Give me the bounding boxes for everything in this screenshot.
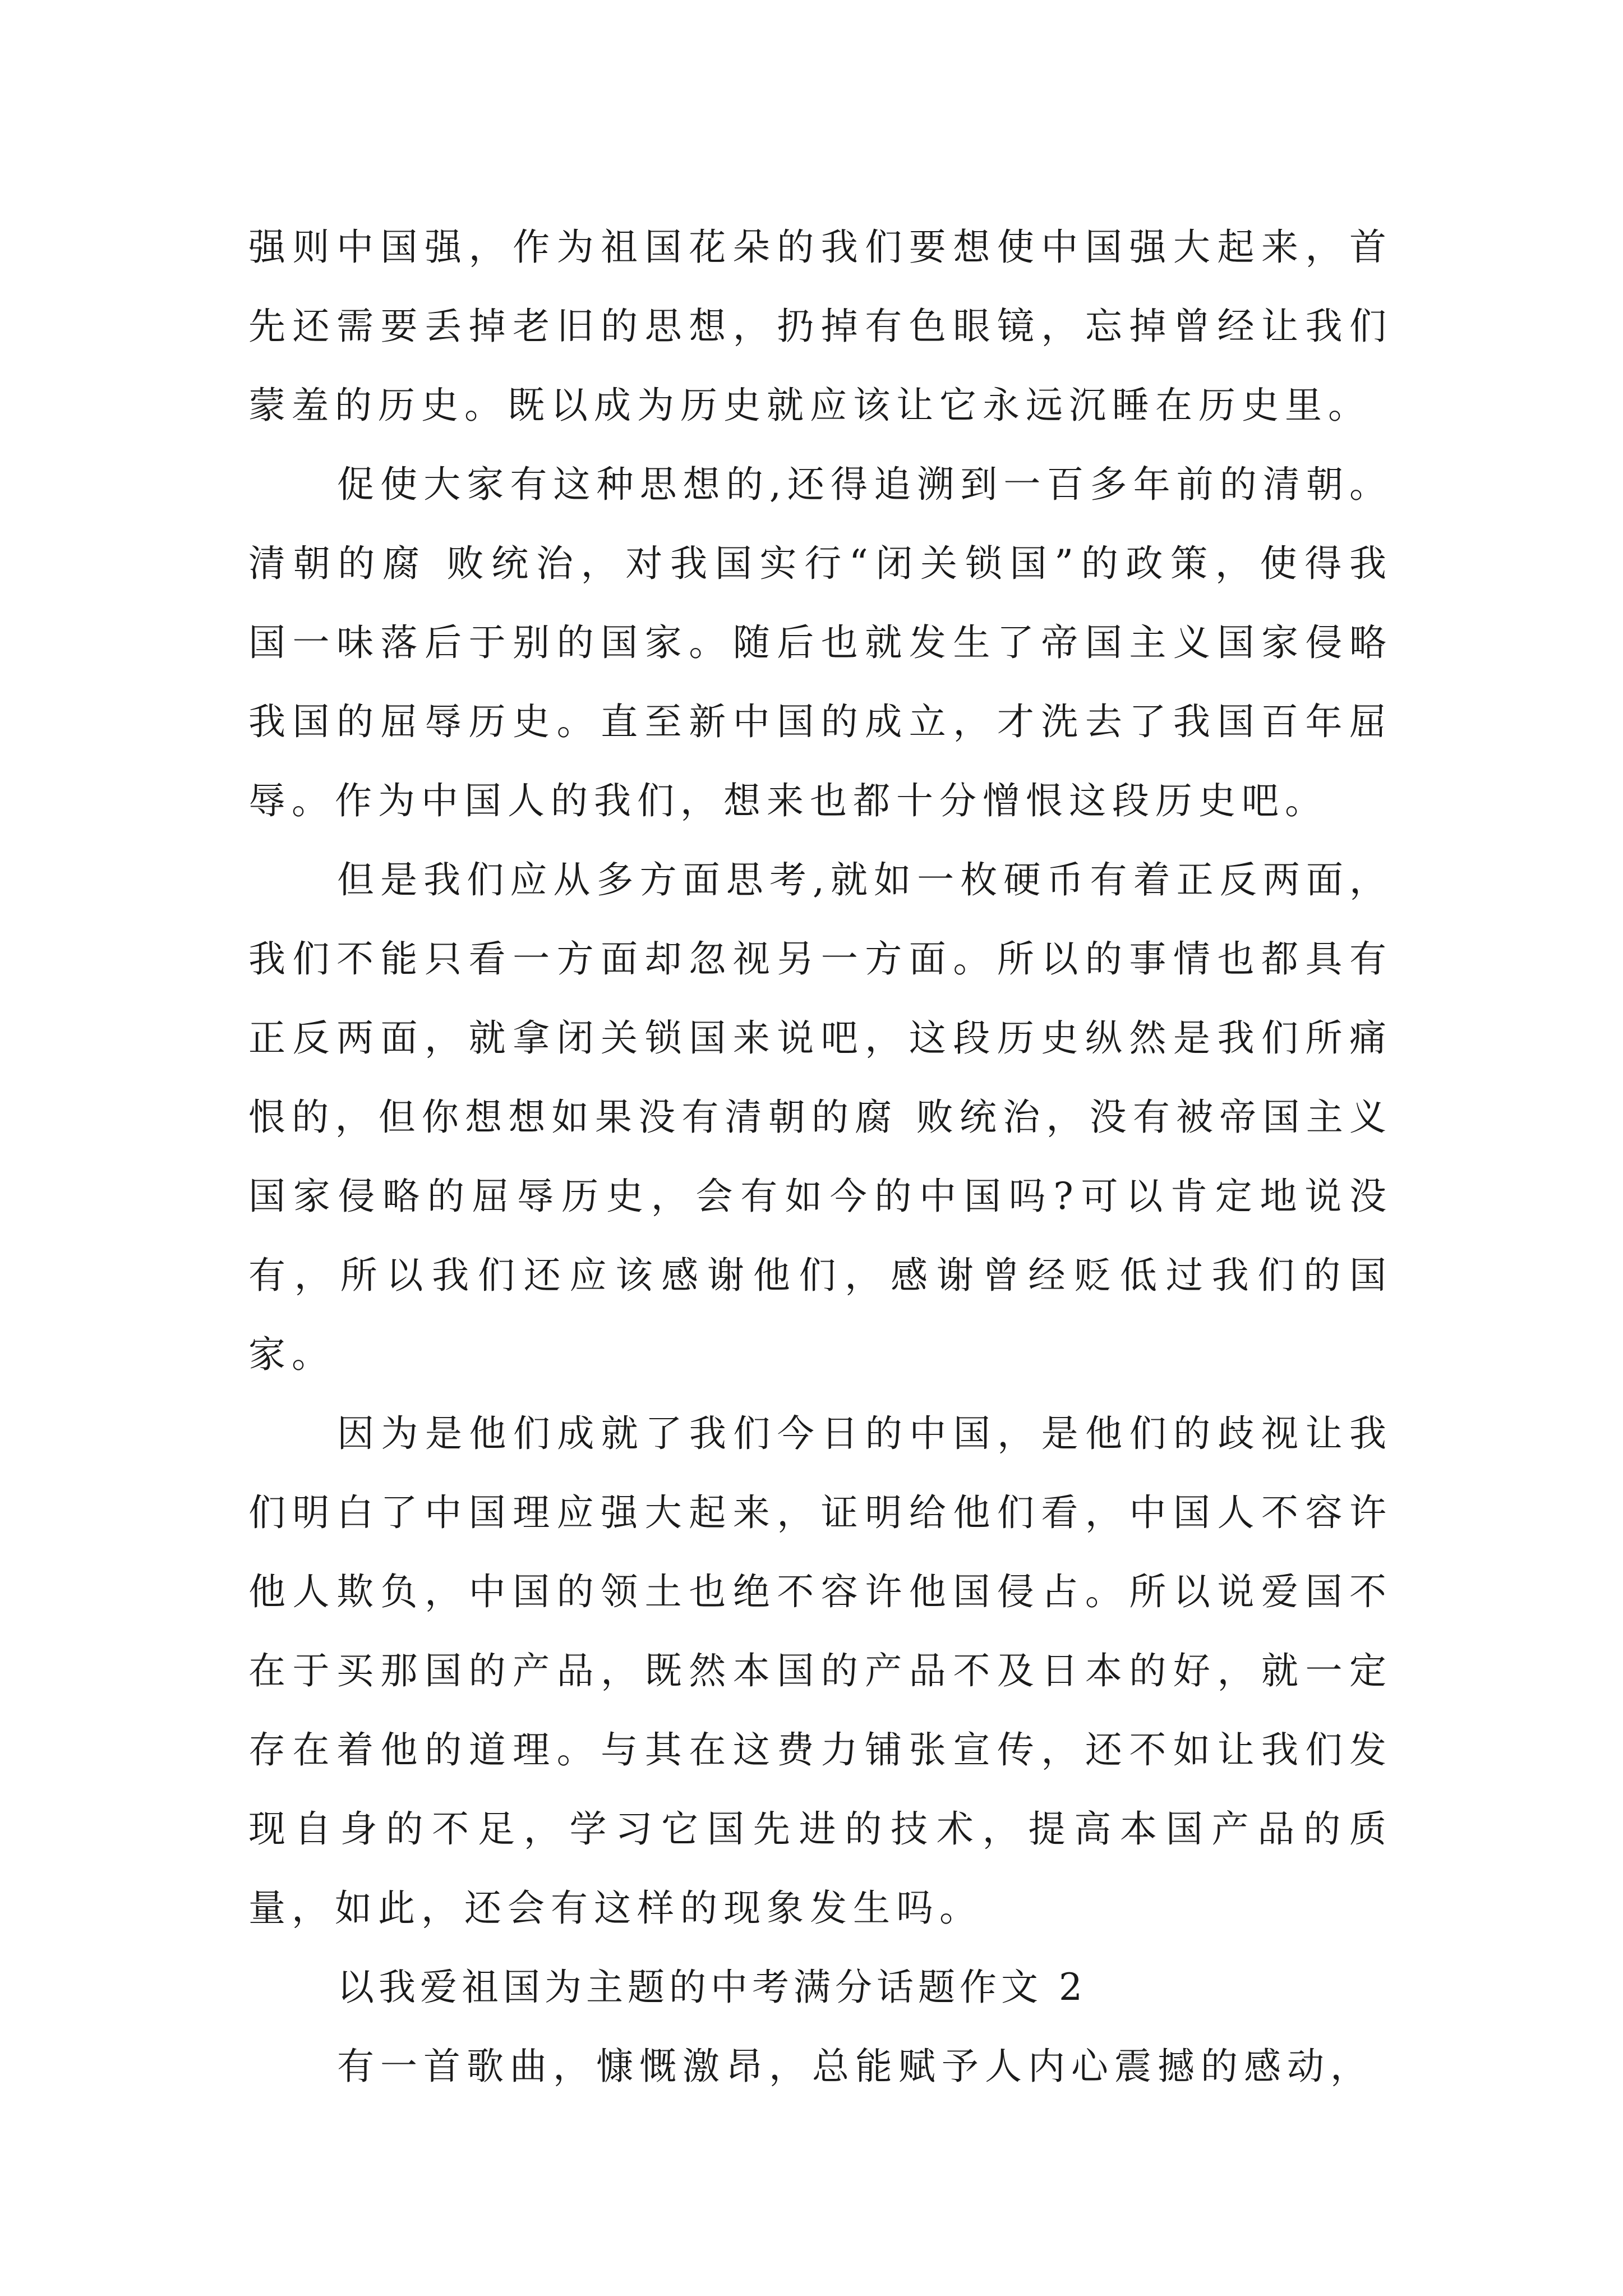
paragraph-3: 但是我们应从多方面思考,就如一枚硬币有着正反两面，我们不能只看一方面却忽视另一方面。所以的事情也都具有正反两面，就拿闭关锁国来说吧，这段历史纵然是我们所痛恨的，但你想想如果没有清朝的腐 败统治，没有被帝国主义国家侵略的屈辱历史，会有如今的中国吗?可以肯定地说没有，所以我们还应该感谢他们，感谢曾经贬低过我们的国家。 — [248, 858, 1393, 1376]
essay-heading: 以我爱祖国为主题的中考满分话题作文 2 — [337, 1966, 1087, 2009]
paragraph-5: 有一首歌曲，慷慨激昂，总能赋予人内心震撼的感动， — [337, 2045, 1373, 2088]
paragraph-1: 强则中国强，作为祖国花朵的我们要想使中国强大起来，首先还需要丢掉老旧的思想，扔掉有色眼镜，忘掉曾经让我们蒙羞的历史。既以成为历史就应该让它永远沉睡在历史里。 — [248, 226, 1393, 427]
paragraph-2: 促使大家有这种思想的,还得追溯到一百多年前的清朝。清朝的腐 败统治，对我国实行“闭关锁国”的政策，使得我国一味落后于别的国家。随后也就发生了帝国主义国家侵略我国的屈辱历史。直至新中国的成立，才洗去了我国百年屈辱。作为中国人的我们，想来也都十分憎恨这段历史吧。 — [248, 463, 1393, 822]
document-body — [248, 208, 1393, 2106]
paragraph-4: 因为是他们成就了我们今日的中国，是他们的歧视让我们明白了中国理应强大起来，证明给他们看，中国人不容许他人欺负，中国的领土也绝不容许他国侵占。所以说爱国不在于买那国的产品，既然本国的产品不及日本的好，就一定存在着他的道理。与其在这费力铺张宣传，还不如让我们发现自身的不足，学习它国先进的技术，提高本国产品的质量，如此，还会有这样的现象发生吗。 — [248, 1412, 1393, 1930]
